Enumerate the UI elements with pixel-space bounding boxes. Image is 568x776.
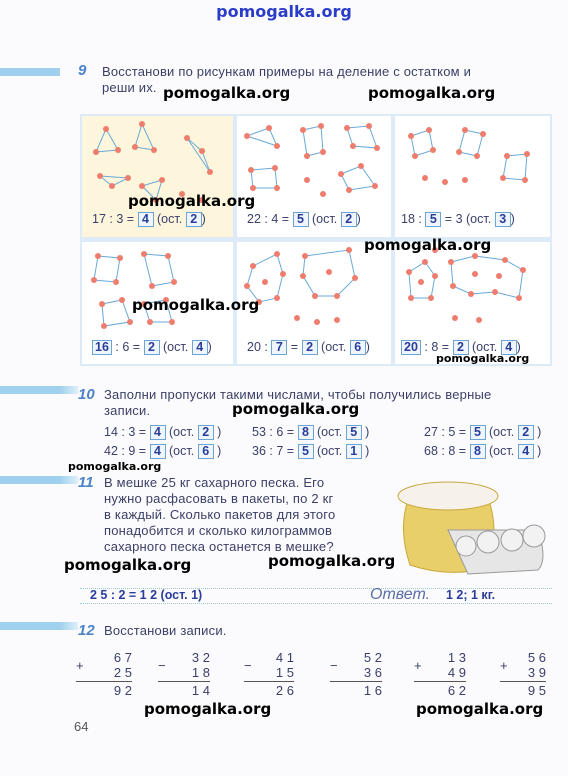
divisor: 4 xyxy=(271,212,279,226)
top-number: 6 7 xyxy=(113,650,132,665)
top-number: 5 6 xyxy=(527,650,546,665)
task-10-row-5: 36 : 7 = 5 (ост. 1 ) xyxy=(252,444,370,458)
picture-panel-6 xyxy=(395,242,550,364)
divisor: 5 xyxy=(448,425,456,439)
remainder-box[interactable]: 4 xyxy=(518,444,534,459)
equation-1: 17 : 3 = 4 (ост. 2 ) xyxy=(92,212,206,226)
result: 1 6 xyxy=(363,683,382,698)
top-number: 5 2 xyxy=(363,650,382,665)
task-11-answer: 1 2; 1 кг. xyxy=(446,588,496,602)
picture-panel-3 xyxy=(395,116,550,237)
quotient-box[interactable]: 4 xyxy=(150,444,166,459)
watermark: pomogalka.org xyxy=(368,84,496,102)
remainder-label: ост. xyxy=(476,340,498,354)
divisor-box[interactable]: 7 xyxy=(271,340,287,355)
task-9-text-1: Восстанови по рисункам примеры на деление с остатком и xyxy=(102,64,472,79)
remainder-box[interactable]: 6 xyxy=(198,444,214,459)
top-number: 1 3 xyxy=(447,650,466,665)
divisor: 9 xyxy=(128,444,136,458)
equation-6: 20 : 8 = 2 (ост. 4 ) xyxy=(401,340,521,355)
column-4 xyxy=(330,650,382,698)
dividend: 17 xyxy=(92,212,106,226)
result: 6 2 xyxy=(447,683,466,698)
operator: + xyxy=(500,658,508,673)
task-11-text-2: нужно расфасовать в пакеты, по 2 кг xyxy=(104,491,334,506)
operator: − xyxy=(330,658,338,673)
divisor-box[interactable]: 5 xyxy=(425,212,441,227)
equation-5: 20 : 7 = 2 (ост. 6 ) xyxy=(247,340,370,354)
quotient-box[interactable]: 2 xyxy=(453,340,469,355)
answer-label: Ответ. xyxy=(370,586,431,603)
mid-number: 1 5 xyxy=(275,665,294,680)
dividend: 22 xyxy=(247,212,261,226)
task-9-number: 9 xyxy=(78,62,87,79)
task-11-text-3: в каждый. Сколько пакетов для этого xyxy=(104,507,336,522)
remainder-box[interactable]: 4 xyxy=(192,340,208,355)
remainder-box[interactable]: 5 xyxy=(346,425,362,440)
task-12-number: 12 xyxy=(78,622,95,639)
watermark: pomogalka.org xyxy=(232,400,360,418)
dividend-box[interactable]: 16 xyxy=(92,340,112,355)
watermark: pomogalka.org xyxy=(416,700,544,718)
result: 9 5 xyxy=(527,683,546,698)
column-6 xyxy=(500,650,546,698)
site-link[interactable]: pomogalka.org xyxy=(216,2,352,21)
top-number: 4 1 xyxy=(275,650,294,665)
watermark: pomogalka.org xyxy=(364,236,492,254)
quotient-box[interactable]: 4 xyxy=(150,425,166,440)
divisor: 8 xyxy=(431,340,439,354)
dividend: 14 xyxy=(104,425,118,439)
picture-panel-1 xyxy=(82,116,233,237)
task-10-row-6: 68 : 8 = 8 (ост. 4 ) xyxy=(424,444,542,458)
dividend: 27 xyxy=(424,425,438,439)
quotient-box[interactable]: 8 xyxy=(298,425,314,440)
remainder-label: ост. xyxy=(173,444,195,458)
sugar-sack-illustration xyxy=(388,470,554,580)
task-10-number: 10 xyxy=(78,386,95,403)
dividend: 42 xyxy=(104,444,118,458)
result: 9 2 xyxy=(113,683,132,698)
equation-4: 16 : 6 = 2 (ост. 4 ) xyxy=(92,340,212,355)
remainder-box[interactable]: 1 xyxy=(346,444,362,459)
top-number: 3 2 xyxy=(191,650,210,665)
quotient-box[interactable]: 5 xyxy=(298,444,314,459)
operator: + xyxy=(414,658,422,673)
equation-3: 18 : 5 = 3 (ост. 3 ) xyxy=(401,212,515,226)
quotient-box[interactable]: 8 xyxy=(470,444,486,459)
watermark: pomogalka.org xyxy=(128,192,256,210)
divisor: 3 xyxy=(116,212,124,226)
decor-stripe xyxy=(0,476,78,484)
watermark: pomogalka.org xyxy=(64,556,192,574)
decor-stripe xyxy=(0,622,78,630)
task-10-text-2: записи. xyxy=(104,403,151,418)
remainder-label: ост. xyxy=(493,444,515,458)
mid-number: 1 8 xyxy=(191,665,210,680)
operator: − xyxy=(244,658,252,673)
task-10-row-2: 53 : 6 = 8 (ост. 5 ) xyxy=(252,425,370,439)
dividend: 36 xyxy=(252,444,266,458)
remainder-label: ост. xyxy=(325,340,347,354)
divisor: 6 xyxy=(276,425,284,439)
quotient-box[interactable]: 2 xyxy=(144,340,160,355)
quotient-box[interactable]: 2 xyxy=(302,340,318,355)
task-10-row-3: 27 : 5 = 5 (ост. 2 ) xyxy=(424,425,542,439)
operator: + xyxy=(76,658,84,673)
task-11-text-5: сахарного песка останется в мешке? xyxy=(104,539,334,554)
mid-number: 3 6 xyxy=(363,665,382,680)
column-5 xyxy=(414,650,466,698)
remainder-label: ост. xyxy=(321,444,343,458)
result: 2 6 xyxy=(275,683,294,698)
task-11-text-1: В мешке 25 кг сахарного песка. Его xyxy=(104,475,325,490)
task-11-number: 11 xyxy=(78,474,94,491)
column-3 xyxy=(244,650,294,698)
task-12-text: Восстанови записи. xyxy=(104,623,227,638)
mid-number: 2 5 xyxy=(113,665,132,680)
decor-stripe xyxy=(0,68,60,76)
task-10-row-1: 14 : 3 = 4 (ост. 2 ) xyxy=(104,425,222,439)
watermark: pomogalka.org xyxy=(144,700,272,718)
task-10-text-1: Заполни пропуски такими числами, чтобы получились верные xyxy=(104,387,492,402)
dividend: 68 xyxy=(424,444,438,458)
watermark: pomogalka.org xyxy=(132,296,260,314)
remainder-box[interactable]: 2 xyxy=(198,425,214,440)
quotient-box[interactable]: 5 xyxy=(293,212,309,227)
column-2 xyxy=(158,650,210,698)
dividend-box[interactable]: 20 xyxy=(401,340,421,355)
task-11-solution: 2 5 : 2 = 1 2 (ост. 1) xyxy=(90,588,203,602)
divisor: 3 xyxy=(128,425,136,439)
watermark: pomogalka.org xyxy=(436,352,530,365)
remainder-label: ост. xyxy=(470,212,492,226)
remainder-label: ост. xyxy=(161,212,183,226)
remainder-box[interactable]: 2 xyxy=(186,212,202,227)
picture-panel-2 xyxy=(237,116,391,237)
remainder-box[interactable]: 2 xyxy=(341,212,357,227)
task-10-row-4: 42 : 9 = 4 (ост. 6 ) xyxy=(104,444,222,458)
watermark: pomogalka.org xyxy=(163,84,291,102)
watermark: pomogalka.org xyxy=(68,460,162,473)
remainder-box[interactable]: 2 xyxy=(518,425,534,440)
task-9-text-2: реши их. xyxy=(102,80,157,95)
remainder-label: ост. xyxy=(316,212,338,226)
decor-stripe xyxy=(0,386,78,394)
equation-2: 22 : 4 = 5 (ост. 2 ) xyxy=(247,212,361,226)
mid-number: 3 9 xyxy=(527,665,546,680)
remainder-label: ост. xyxy=(321,425,343,439)
operator: − xyxy=(158,658,166,673)
watermark: pomogalka.org xyxy=(268,552,396,570)
remainder-label: ост. xyxy=(493,425,515,439)
page-number: 64 xyxy=(74,719,89,734)
remainder-box[interactable]: 6 xyxy=(350,340,366,355)
divisor: 6 xyxy=(122,340,130,354)
remainder-label: ост. xyxy=(167,340,189,354)
dividend: 53 xyxy=(252,425,266,439)
dividend: 18 xyxy=(401,212,415,226)
task-11-text-4: понадобится и сколько килограммов xyxy=(104,523,333,538)
divisor: 8 xyxy=(448,444,456,458)
remainder-box[interactable]: 3 xyxy=(495,212,511,227)
quotient-box[interactable]: 4 xyxy=(138,212,154,227)
quotient-box[interactable]: 5 xyxy=(470,425,486,440)
remainder-box[interactable]: 4 xyxy=(501,340,517,355)
mid-number: 4 9 xyxy=(447,665,466,680)
picture-panel-5 xyxy=(237,242,391,364)
remainder-label: ост. xyxy=(173,425,195,439)
divisor: 7 xyxy=(276,444,284,458)
quotient: 3 xyxy=(455,212,463,226)
dividend: 20 xyxy=(247,340,261,354)
column-1 xyxy=(76,650,132,698)
result: 1 4 xyxy=(191,683,210,698)
